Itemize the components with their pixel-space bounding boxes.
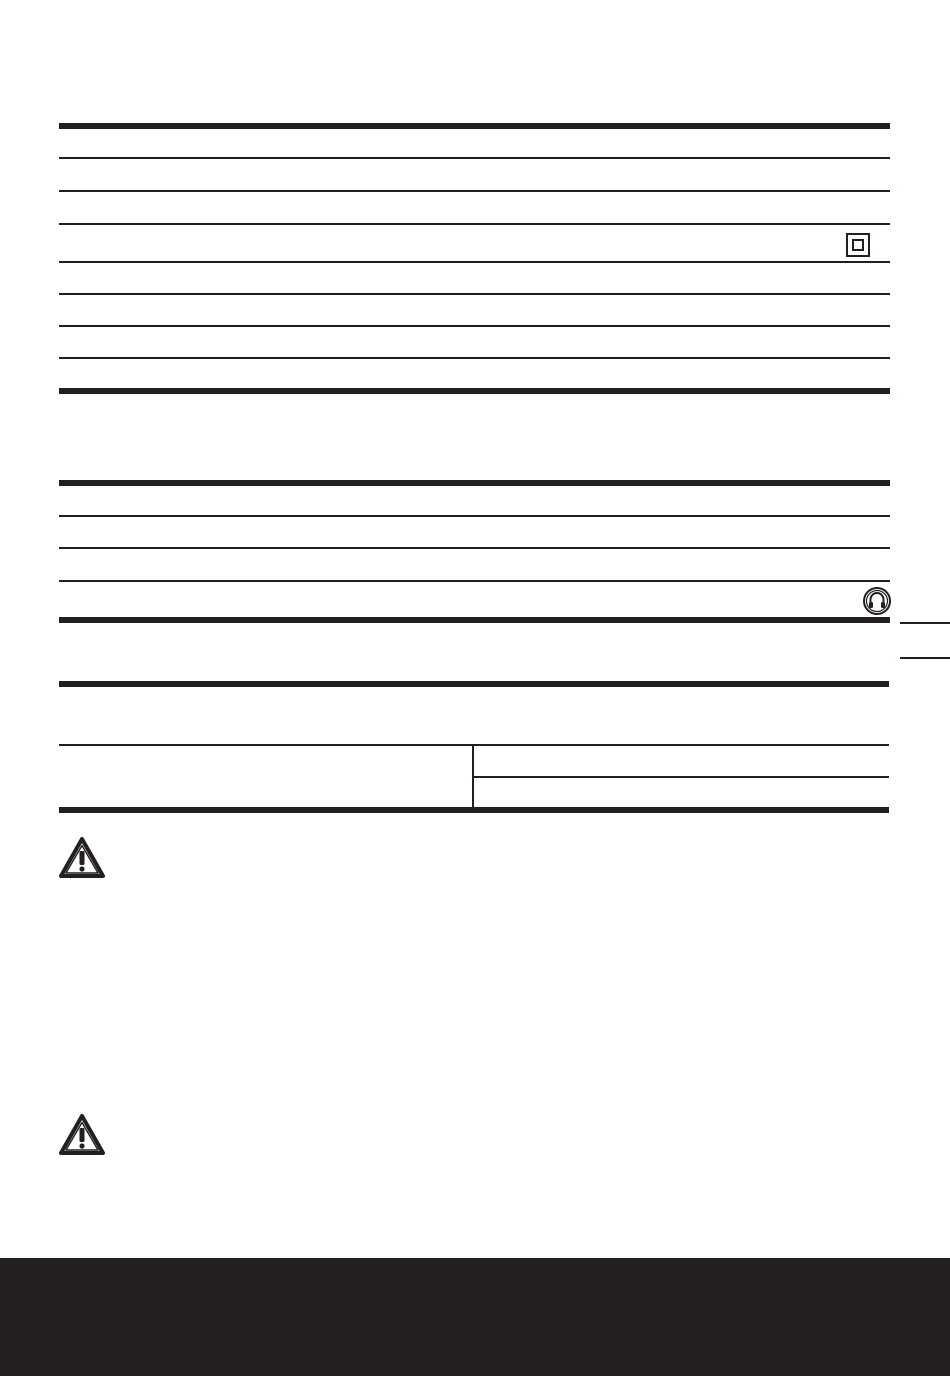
table-row-divider — [59, 547, 890, 549]
table-bottom-rule — [59, 617, 890, 623]
table-row-divider — [59, 261, 890, 263]
footer-band — [0, 1258, 950, 1376]
table-bottom-rule — [59, 807, 889, 813]
table-row-divider — [59, 190, 890, 192]
section-tab-mark — [900, 657, 950, 659]
table-row-divider — [59, 744, 889, 746]
table-top-rule — [59, 480, 890, 486]
section-tab-mark — [900, 622, 950, 624]
table-row-divider — [59, 223, 890, 225]
table-row-divider — [59, 580, 890, 582]
table-row-divider — [59, 293, 890, 295]
table-row-divider — [59, 157, 890, 159]
table-row-divider — [59, 515, 890, 517]
table-bottom-rule — [59, 388, 890, 394]
warning-triangle-icon — [57, 1112, 107, 1158]
warning-triangle-icon — [57, 835, 107, 881]
table-row-divider — [472, 776, 889, 778]
table-top-rule — [59, 681, 889, 687]
table-top-rule — [59, 123, 890, 129]
table-row-divider — [59, 357, 890, 359]
table-row-divider — [59, 325, 890, 327]
ear-protection-icon — [863, 587, 891, 615]
double-insulation-icon — [846, 233, 870, 257]
